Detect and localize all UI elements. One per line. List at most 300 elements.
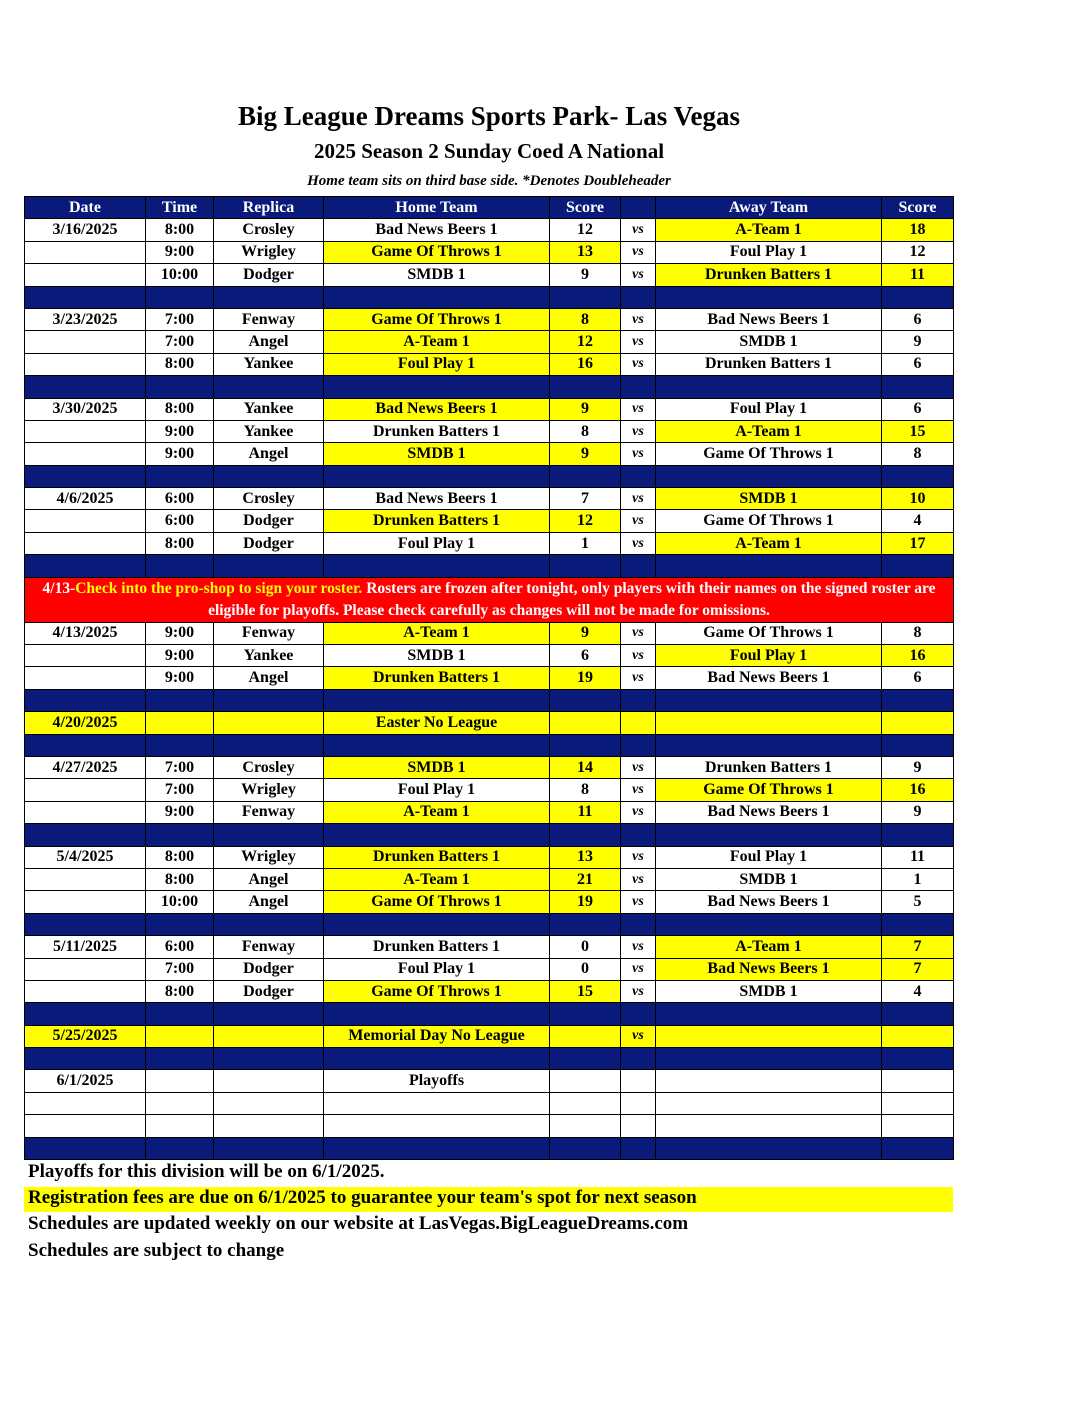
game-row (25, 779, 954, 801)
separator-row (25, 1003, 954, 1025)
vs-label: vs (621, 443, 656, 465)
away-score: 6 (882, 667, 954, 689)
vs-label: vs (621, 645, 656, 667)
empty-cell (882, 824, 954, 846)
game-row (25, 219, 954, 241)
away-score: 9 (882, 756, 954, 778)
vs-label: vs (621, 980, 656, 1002)
empty-cell (656, 286, 882, 308)
home-score: 14 (550, 756, 621, 778)
empty-cell (324, 465, 550, 487)
empty-cell (882, 555, 954, 577)
game-replica: Dodger (214, 510, 324, 532)
empty-cell (656, 1048, 882, 1070)
empty-cell (214, 913, 324, 935)
game-replica: Crosley (214, 219, 324, 241)
away-score: 11 (882, 264, 954, 286)
game-date: 5/25/2025 (25, 1025, 146, 1047)
game-date (25, 667, 146, 689)
game-row (25, 756, 954, 778)
away-score: 18 (882, 219, 954, 241)
game-date (25, 779, 146, 801)
schedule-table (24, 196, 954, 1160)
vs-label: vs (621, 353, 656, 375)
away-score: 10 (882, 488, 954, 510)
empty-cell (656, 1070, 882, 1092)
empty-cell (146, 913, 214, 935)
away-team: Drunken Batters 1 (656, 756, 882, 778)
game-time: 7:00 (146, 308, 214, 330)
separator-row (25, 824, 954, 846)
game-date (25, 868, 146, 890)
game-date: 4/13/2025 (25, 622, 146, 644)
game-time: 8:00 (146, 353, 214, 375)
game-row (25, 801, 954, 823)
game-date (25, 331, 146, 353)
empty-cell (214, 376, 324, 398)
away-team: Bad News Beers 1 (656, 308, 882, 330)
home-score: 7 (550, 488, 621, 510)
empty-cell (550, 1070, 621, 1092)
away-score: 11 (882, 846, 954, 868)
home-team: A-Team 1 (324, 801, 550, 823)
away-team: Bad News Beers 1 (656, 891, 882, 913)
game-replica: Crosley (214, 756, 324, 778)
away-score (882, 712, 954, 734)
away-score: 9 (882, 331, 954, 353)
header-away-team: Away Team (656, 197, 882, 219)
away-score: 4 (882, 510, 954, 532)
game-replica: Angel (214, 331, 324, 353)
game-replica: Wrigley (214, 846, 324, 868)
away-team: Game Of Throws 1 (656, 779, 882, 801)
home-team: Drunken Batters 1 (324, 510, 550, 532)
empty-cell (25, 465, 146, 487)
game-date (25, 980, 146, 1002)
empty-cell (146, 1048, 214, 1070)
vs-label: vs (621, 308, 656, 330)
game-time: 7:00 (146, 331, 214, 353)
game-row (25, 264, 954, 286)
header-away-score: Score (882, 197, 954, 219)
empty-cell (25, 1137, 146, 1159)
away-team: Bad News Beers 1 (656, 801, 882, 823)
away-score: 7 (882, 958, 954, 980)
empty-cell (25, 555, 146, 577)
empty-cell (656, 376, 882, 398)
home-team: Game Of Throws 1 (324, 891, 550, 913)
home-team: Bad News Beers 1 (324, 219, 550, 241)
empty-cell (882, 913, 954, 935)
playoff-row (25, 1070, 954, 1092)
empty-cell (146, 555, 214, 577)
empty-cell (656, 1115, 882, 1137)
blank-row (25, 1115, 954, 1137)
empty-cell (25, 1092, 146, 1114)
away-team: SMDB 1 (656, 980, 882, 1002)
home-team: Foul Play 1 (324, 958, 550, 980)
game-replica: Fenway (214, 308, 324, 330)
empty-cell (146, 1092, 214, 1114)
away-team: Game Of Throws 1 (656, 443, 882, 465)
header-home-team: Home Team (324, 197, 550, 219)
home-score: 6 (550, 645, 621, 667)
game-time: 8:00 (146, 846, 214, 868)
game-date (25, 801, 146, 823)
vs-label (621, 712, 656, 734)
game-replica: Yankee (214, 645, 324, 667)
game-time: 9:00 (146, 667, 214, 689)
away-score: 8 (882, 622, 954, 644)
vs-label: vs (621, 801, 656, 823)
empty-cell (621, 286, 656, 308)
empty-cell (25, 824, 146, 846)
empty-cell (324, 1048, 550, 1070)
game-time: 10:00 (146, 264, 214, 286)
empty-cell (656, 1137, 882, 1159)
separator-row (25, 465, 954, 487)
game-date: 4/6/2025 (25, 488, 146, 510)
empty-cell (621, 1070, 656, 1092)
vs-label: vs (621, 958, 656, 980)
empty-cell (882, 1003, 954, 1025)
vs-label: vs (621, 488, 656, 510)
home-team: SMDB 1 (324, 443, 550, 465)
game-time: 9:00 (146, 801, 214, 823)
home-score: 13 (550, 241, 621, 263)
home-score: 8 (550, 308, 621, 330)
game-row (25, 936, 954, 958)
home-team: SMDB 1 (324, 645, 550, 667)
empty-cell (882, 1137, 954, 1159)
away-score: 4 (882, 980, 954, 1002)
separator-row (25, 1048, 954, 1070)
footer-registration-note: Registration fees are due on 6/1/2025 to guarantee your team's spot for next season (24, 1187, 953, 1212)
home-score: 12 (550, 219, 621, 241)
game-row (25, 510, 954, 532)
game-row (25, 331, 954, 353)
game-replica: Fenway (214, 622, 324, 644)
game-replica: Angel (214, 667, 324, 689)
empty-cell (25, 734, 146, 756)
away-team: Foul Play 1 (656, 241, 882, 263)
page-subtitle: 2025 Season 2 Sunday Coed A National (313, 139, 665, 163)
page-title: Big League Dreams Sports Park- Las Vegas (237, 101, 741, 131)
home-team: Foul Play 1 (324, 779, 550, 801)
game-date (25, 241, 146, 263)
empty-cell (324, 1115, 550, 1137)
game-date (25, 645, 146, 667)
empty-cell (25, 1115, 146, 1137)
empty-cell (882, 1070, 954, 1092)
empty-cell (214, 1003, 324, 1025)
roster-notice-row (25, 577, 954, 622)
game-time: 6:00 (146, 936, 214, 958)
home-team: Drunken Batters 1 (324, 846, 550, 868)
playoff-label: Playoffs (324, 1070, 550, 1092)
empty-cell (550, 913, 621, 935)
notice-highlight: Check into the pro-shop to sign your roster. (75, 579, 363, 597)
home-team: SMDB 1 (324, 264, 550, 286)
vs-label: vs (621, 891, 656, 913)
game-date: 5/11/2025 (25, 936, 146, 958)
empty-cell (882, 1092, 954, 1114)
game-replica: Dodger (214, 264, 324, 286)
home-team: Foul Play 1 (324, 532, 550, 554)
game-row (25, 622, 954, 644)
home-team: A-Team 1 (324, 868, 550, 890)
away-score: 16 (882, 645, 954, 667)
empty-cell (25, 689, 146, 711)
game-row (25, 353, 954, 375)
away-score: 17 (882, 532, 954, 554)
game-row (25, 308, 954, 330)
vs-label: vs (621, 532, 656, 554)
game-time: 8:00 (146, 532, 214, 554)
empty-cell (324, 824, 550, 846)
vs-label: vs (621, 331, 656, 353)
empty-cell (656, 689, 882, 711)
game-row (25, 241, 954, 263)
empty-cell (621, 1092, 656, 1114)
game-replica: Yankee (214, 420, 324, 442)
schedule-note: Home team sits on third base side. *Denotes Doubleheader (307, 173, 671, 189)
game-replica: Angel (214, 891, 324, 913)
empty-cell (550, 286, 621, 308)
home-team: Game Of Throws 1 (324, 241, 550, 263)
home-score: 0 (550, 958, 621, 980)
away-score: 1 (882, 868, 954, 890)
home-team: Bad News Beers 1 (324, 398, 550, 420)
game-date: 6/1/2025 (25, 1070, 146, 1092)
empty-cell (25, 376, 146, 398)
empty-cell (146, 1137, 214, 1159)
empty-cell (214, 286, 324, 308)
away-team: A-Team 1 (656, 420, 882, 442)
empty-cell (324, 286, 550, 308)
game-row (25, 980, 954, 1002)
empty-cell (550, 465, 621, 487)
empty-cell (882, 1048, 954, 1070)
game-date: 3/16/2025 (25, 219, 146, 241)
game-time: 9:00 (146, 645, 214, 667)
game-time: 8:00 (146, 980, 214, 1002)
game-time: 10:00 (146, 891, 214, 913)
away-team: SMDB 1 (656, 488, 882, 510)
vs-label: vs (621, 219, 656, 241)
home-team: Drunken Batters 1 (324, 667, 550, 689)
game-date (25, 532, 146, 554)
game-time: 9:00 (146, 443, 214, 465)
empty-cell (324, 376, 550, 398)
empty-cell (882, 689, 954, 711)
away-team: A-Team 1 (656, 936, 882, 958)
separator-row (25, 689, 954, 711)
home-score: 21 (550, 868, 621, 890)
home-score: 15 (550, 980, 621, 1002)
game-replica: Crosley (214, 488, 324, 510)
game-replica (214, 1025, 324, 1047)
vs-label: vs (621, 846, 656, 868)
away-team: SMDB 1 (656, 331, 882, 353)
game-row (25, 846, 954, 868)
separator-row (25, 913, 954, 935)
empty-cell (621, 734, 656, 756)
game-row (25, 868, 954, 890)
footer-playoffs-note: Playoffs for this division will be on 6/1/2025. (28, 1161, 385, 1182)
empty-cell (214, 1092, 324, 1114)
game-row (25, 645, 954, 667)
game-date (25, 264, 146, 286)
empty-cell (146, 734, 214, 756)
game-time: 8:00 (146, 398, 214, 420)
footer-change-note: Schedules are subject to change (28, 1240, 285, 1261)
home-score: 9 (550, 398, 621, 420)
away-team: Bad News Beers 1 (656, 667, 882, 689)
away-score: 12 (882, 241, 954, 263)
away-team: Foul Play 1 (656, 645, 882, 667)
holiday-label: Memorial Day No League (324, 1025, 550, 1047)
game-replica (214, 1070, 324, 1092)
game-time: 9:00 (146, 241, 214, 263)
away-score: 9 (882, 801, 954, 823)
empty-cell (214, 465, 324, 487)
empty-cell (656, 465, 882, 487)
away-score: 5 (882, 891, 954, 913)
empty-cell (656, 734, 882, 756)
game-time: 8:00 (146, 219, 214, 241)
game-time: 9:00 (146, 622, 214, 644)
notice-date: 4/13- (42, 579, 76, 597)
separator-row (25, 286, 954, 308)
game-date (25, 958, 146, 980)
empty-cell (146, 1115, 214, 1137)
away-score: 7 (882, 936, 954, 958)
separator-row (25, 734, 954, 756)
game-time: 7:00 (146, 958, 214, 980)
vs-label: vs (621, 241, 656, 263)
game-replica: Fenway (214, 801, 324, 823)
game-replica: Yankee (214, 398, 324, 420)
game-row (25, 958, 954, 980)
roster-notice (25, 577, 954, 622)
empty-cell (621, 1003, 656, 1025)
vs-label: vs (621, 1025, 656, 1047)
game-replica (214, 712, 324, 734)
empty-cell (656, 824, 882, 846)
empty-cell (621, 913, 656, 935)
empty-cell (214, 1137, 324, 1159)
empty-cell (882, 376, 954, 398)
home-score: 8 (550, 420, 621, 442)
away-team: A-Team 1 (656, 532, 882, 554)
empty-cell (621, 1137, 656, 1159)
home-team: A-Team 1 (324, 331, 550, 353)
game-date (25, 510, 146, 532)
vs-label: vs (621, 398, 656, 420)
home-score: 0 (550, 936, 621, 958)
game-row (25, 398, 954, 420)
empty-cell (656, 555, 882, 577)
empty-cell (621, 824, 656, 846)
empty-cell (146, 1003, 214, 1025)
home-team: Game Of Throws 1 (324, 308, 550, 330)
empty-cell (25, 913, 146, 935)
empty-cell (621, 465, 656, 487)
game-replica: Angel (214, 868, 324, 890)
empty-cell (882, 734, 954, 756)
home-score: 19 (550, 667, 621, 689)
vs-label: vs (621, 622, 656, 644)
holiday-row (25, 712, 954, 734)
holiday-row (25, 1025, 954, 1047)
empty-cell (25, 1003, 146, 1025)
empty-cell (550, 689, 621, 711)
home-team: SMDB 1 (324, 756, 550, 778)
separator-row (25, 1137, 954, 1159)
table-header-row (25, 197, 954, 219)
home-team: Bad News Beers 1 (324, 488, 550, 510)
vs-label: vs (621, 510, 656, 532)
vs-label: vs (621, 264, 656, 286)
away-team: Drunken Batters 1 (656, 353, 882, 375)
empty-cell (621, 689, 656, 711)
home-team: Drunken Batters 1 (324, 420, 550, 442)
empty-cell (146, 824, 214, 846)
away-team (656, 1025, 882, 1047)
empty-cell (882, 465, 954, 487)
away-score: 6 (882, 353, 954, 375)
vs-label: vs (621, 779, 656, 801)
home-team: Game Of Throws 1 (324, 980, 550, 1002)
empty-cell (324, 689, 550, 711)
away-score: 8 (882, 443, 954, 465)
game-replica: Angel (214, 443, 324, 465)
game-date (25, 891, 146, 913)
away-team: Drunken Batters 1 (656, 264, 882, 286)
game-time: 6:00 (146, 510, 214, 532)
empty-cell (550, 1115, 621, 1137)
home-team: Foul Play 1 (324, 353, 550, 375)
empty-cell (621, 1048, 656, 1070)
away-team: A-Team 1 (656, 219, 882, 241)
home-score (550, 1025, 621, 1047)
holiday-label: Easter No League (324, 712, 550, 734)
game-time: 7:00 (146, 779, 214, 801)
empty-cell (214, 734, 324, 756)
game-time: 8:00 (146, 868, 214, 890)
game-time: 6:00 (146, 488, 214, 510)
vs-label: vs (621, 756, 656, 778)
away-team: Foul Play 1 (656, 846, 882, 868)
separator-row (25, 376, 954, 398)
game-row (25, 420, 954, 442)
blank-row (25, 1092, 954, 1114)
footer-website-note: Schedules are updated weekly on our website at LasVegas.BigLeagueDreams.com (28, 1213, 689, 1234)
empty-cell (656, 913, 882, 935)
header-home-score: Score (550, 197, 621, 219)
game-replica: Fenway (214, 936, 324, 958)
home-score: 8 (550, 779, 621, 801)
away-team: SMDB 1 (656, 868, 882, 890)
empty-cell (550, 555, 621, 577)
game-replica: Wrigley (214, 241, 324, 263)
away-score: 15 (882, 420, 954, 442)
vs-label: vs (621, 420, 656, 442)
empty-cell (621, 1115, 656, 1137)
empty-cell (25, 1048, 146, 1070)
empty-cell (214, 824, 324, 846)
